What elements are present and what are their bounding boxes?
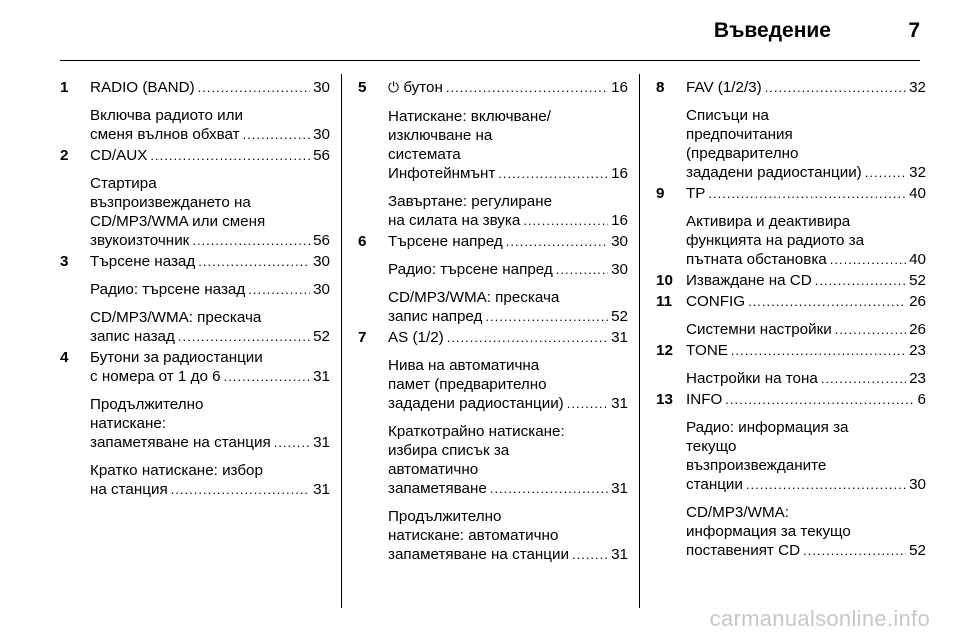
entry-label: RADIO (BAND): [90, 79, 195, 96]
sub-entry: [90, 461, 330, 499]
dot-leader: [274, 433, 310, 452]
sub-entry-page: 31: [313, 481, 330, 498]
sub-entry: [388, 192, 628, 230]
sub-entry: [686, 369, 926, 388]
sub-entry-line: Списъци на: [686, 107, 769, 124]
entry-heading: [388, 232, 628, 251]
entry-heading: [90, 252, 330, 271]
entry-label: AS (1/2): [388, 329, 444, 346]
dot-leader: [556, 260, 608, 279]
entry-heading: [686, 184, 926, 203]
entry-heading: [686, 341, 926, 360]
entry-number: 11: [656, 293, 673, 310]
entry-heading: [686, 271, 926, 290]
sub-entry-line: информация за текущо: [686, 523, 851, 540]
dot-leader: [821, 369, 906, 388]
sub-entry-last-line: [90, 280, 330, 299]
sub-entry-line: функцията на радиото за: [686, 232, 865, 249]
sub-entry-text: Инфотейнмънт: [388, 165, 496, 182]
sub-entry: [686, 418, 926, 494]
entry-label: FAV (1/2/3): [686, 79, 762, 96]
entry-label-line: Бутони за радиостанции: [90, 349, 263, 366]
entry-heading: [686, 292, 926, 311]
sub-entry-text: запаметяване: [388, 480, 487, 497]
entry-number: 1: [60, 79, 69, 96]
index-entry: [60, 348, 330, 499]
sub-entry-text: сменя вълнов обхват: [90, 126, 240, 143]
sub-entry: [90, 395, 330, 452]
sub-entry-last-line: [686, 541, 926, 560]
dot-leader: [815, 271, 906, 290]
dot-leader: [506, 232, 608, 251]
dot-leader: [248, 280, 310, 299]
sub-entry: [388, 507, 628, 564]
sub-entry: [686, 320, 926, 339]
sub-entry-page: 30: [313, 281, 330, 298]
entry-number: 3: [60, 253, 69, 270]
dot-leader: [485, 307, 608, 326]
index-entry: [656, 390, 926, 560]
sub-entry-text: Настройки на тона: [686, 370, 818, 387]
sub-entry: [90, 106, 330, 144]
sub-entry: [388, 260, 628, 279]
dot-leader: [835, 320, 906, 339]
entry-heading: [686, 390, 926, 409]
index-entry: [656, 78, 926, 182]
entry-page: 32: [909, 79, 926, 96]
entry-number: 12: [656, 342, 673, 359]
sub-entry-line: Продължително: [388, 508, 502, 525]
sub-entry-line: избира списък за: [388, 442, 510, 459]
sub-entry-line: CD/MP3/WMA: прескача: [90, 309, 262, 326]
entry-heading: [388, 328, 628, 347]
entry-number: 4: [60, 349, 69, 366]
sub-entry-text: зададени радиостанции): [686, 164, 862, 181]
entry-page: 30: [313, 253, 330, 270]
sub-entry-page: 26: [909, 321, 926, 338]
sub-entry-text: запис напред: [388, 308, 483, 325]
dot-leader: [803, 541, 906, 560]
entry-page: 26: [909, 293, 926, 310]
sub-entry-page: 16: [611, 165, 628, 182]
dot-leader: [748, 292, 906, 311]
dot-leader: [446, 78, 608, 97]
dot-leader: [830, 250, 906, 269]
sub-entry-line: Завъртане: регулиране: [388, 193, 553, 210]
sub-entry-last-line: [388, 307, 628, 326]
index-entry: [656, 341, 926, 388]
entry-page: 56: [313, 147, 330, 164]
sub-entry-text: Системни настройки: [686, 321, 832, 338]
entry-number: 5: [358, 79, 367, 96]
dot-leader: [171, 480, 310, 499]
sub-entry: [388, 107, 628, 183]
sub-entry-last-line: [388, 479, 628, 498]
dot-leader: [178, 327, 310, 346]
entry-page: 52: [909, 272, 926, 289]
dot-leader: [198, 78, 310, 97]
sub-entry-page: 31: [611, 480, 628, 497]
sub-entry-text: поставеният CD: [686, 542, 801, 559]
entry-number: 6: [358, 233, 367, 250]
sub-entry-last-line: [388, 260, 628, 279]
entry-label: TONE: [686, 342, 728, 359]
sub-entry-line: текущо: [686, 438, 737, 455]
sub-entry-page: 56: [313, 232, 330, 249]
entry-number: 2: [60, 147, 69, 164]
sub-entry-page: 52: [313, 328, 330, 345]
entry-page: 31: [313, 368, 330, 385]
entry-label: CD/AUX: [90, 147, 148, 164]
entry-page: 30: [611, 233, 628, 250]
index-column-2: [358, 78, 628, 564]
entry-label: Търсене назад: [90, 253, 196, 270]
power-icon: ⏻: [388, 80, 400, 96]
sub-entry-page: 40: [909, 251, 926, 268]
sub-entry-page: 31: [611, 546, 628, 563]
dot-leader: [708, 184, 906, 203]
header-divider: [60, 60, 920, 61]
sub-entry-page: 30: [313, 126, 330, 143]
sub-entry-line: Нива на автоматична: [388, 357, 540, 374]
sub-entry: [90, 308, 330, 346]
entry-page: 16: [611, 79, 628, 96]
sub-entry-last-line: [388, 164, 628, 183]
sub-entry-page: 32: [909, 164, 926, 181]
page-number: 7: [908, 19, 920, 42]
entry-heading: [90, 146, 330, 165]
sub-entry-line: памет (предварително: [388, 376, 547, 393]
sub-entry-line: (предварително: [686, 145, 799, 162]
dot-leader: [224, 367, 311, 386]
sub-entry-last-line: [90, 231, 330, 250]
entry-page: 30: [313, 79, 330, 96]
index-entry: [656, 271, 926, 290]
sub-entry-line: възпроизвежданите: [686, 457, 827, 474]
sub-entry-line: натискане:: [90, 415, 167, 432]
sub-entry: [686, 106, 926, 182]
sub-entry-line: възпроизвеждането на: [90, 194, 251, 211]
sub-entry-last-line: [686, 163, 926, 182]
sub-entry-text: на силата на звука: [388, 212, 521, 229]
sub-entry-text: станции: [686, 476, 743, 493]
index-column-1: [60, 78, 330, 499]
sub-entry-page: 52: [909, 542, 926, 559]
sub-entry-last-line: [686, 369, 926, 388]
sub-entry-line: автоматично: [388, 461, 479, 478]
sub-entry: [90, 174, 330, 250]
sub-entry-last-line: [388, 211, 628, 230]
sub-entry-text: Радио: търсене назад: [90, 281, 246, 298]
index-entry: [358, 232, 628, 326]
sub-entry-text: звукоизточник: [90, 232, 190, 249]
sub-entry-line: Стартира: [90, 175, 157, 192]
index-column-3: [656, 78, 926, 560]
dot-leader: [243, 125, 311, 144]
entry-label: TP: [686, 185, 706, 202]
sub-entry: [686, 212, 926, 269]
sub-entry-page: 52: [611, 308, 628, 325]
entry-label: Изваждане на CD: [686, 272, 812, 289]
page-title: Въведение: [713, 19, 831, 42]
dot-leader: [731, 341, 906, 360]
sub-entry-line: Радио: информация за: [686, 419, 849, 436]
index-entry: [60, 146, 330, 250]
sub-entry-line: Включва радиото или: [90, 107, 243, 124]
sub-entry-line: Краткотрайно натискане:: [388, 423, 565, 440]
column-divider: [639, 74, 640, 608]
sub-entry-last-line: [90, 327, 330, 346]
entry-number: 9: [656, 185, 665, 202]
entry-heading: [686, 78, 926, 97]
sub-entry-last-line: [388, 394, 628, 413]
sub-entry-line: CD/MP3/WMA: прескача: [388, 289, 560, 306]
dot-leader: [498, 164, 608, 183]
entry-label: с номера от 1 до 6: [90, 368, 221, 385]
sub-entry: [686, 503, 926, 560]
dot-leader: [447, 328, 608, 347]
sub-entry-line: Продължително: [90, 396, 204, 413]
sub-entry-line: системата: [388, 146, 461, 163]
entry-number: 7: [358, 329, 367, 346]
sub-entry-line: изключване на: [388, 127, 493, 144]
sub-entry: [90, 280, 330, 299]
dot-leader: [725, 390, 914, 409]
sub-entry-text: зададени радиостанции): [388, 395, 564, 412]
dot-leader: [523, 211, 608, 230]
entry-number: 13: [656, 391, 673, 408]
entry-number: 10: [656, 272, 673, 289]
dot-leader: [572, 545, 608, 564]
index-entry: [60, 252, 330, 346]
index-entry: [358, 78, 628, 230]
dot-leader: [765, 78, 906, 97]
entry-label: бутон: [403, 79, 443, 96]
sub-entry-line: Натискане: включване/: [388, 108, 551, 125]
sub-entry-last-line: [686, 250, 926, 269]
sub-entry-last-line: [90, 480, 330, 499]
entry-label: CONFIG: [686, 293, 746, 310]
sub-entry: [388, 288, 628, 326]
sub-entry-line: Кратко натискане: избор: [90, 462, 263, 479]
entry-heading: [90, 78, 330, 97]
sub-entry-page: 31: [611, 395, 628, 412]
watermark: carmanualsonline.info: [709, 606, 930, 631]
sub-entry-line: CD/MP3/WMA или сменя: [90, 213, 266, 230]
entry-heading: [90, 367, 330, 386]
sub-entry-text: пътната обстановка: [686, 251, 827, 268]
sub-entry-last-line: [388, 545, 628, 564]
column-divider: [341, 74, 342, 608]
sub-entry-last-line: [686, 320, 926, 339]
dot-leader: [746, 475, 906, 494]
entry-page: 31: [611, 329, 628, 346]
dot-leader: [192, 231, 310, 250]
entry-label: Търсене напред: [388, 233, 503, 250]
sub-entry-page: 30: [909, 476, 926, 493]
dot-leader: [567, 394, 608, 413]
entry-label: INFO: [686, 391, 723, 408]
sub-entry-text: на станция: [90, 481, 168, 498]
sub-entry-last-line: [90, 125, 330, 144]
sub-entry-text: Радио: търсене напред: [388, 261, 553, 278]
sub-entry-last-line: [686, 475, 926, 494]
sub-entry: [388, 356, 628, 413]
sub-entry-text: запаметяване на станции: [388, 546, 569, 563]
sub-entry-text: запис назад: [90, 328, 175, 345]
dot-leader: [865, 163, 906, 182]
entry-page: 6: [917, 391, 926, 408]
sub-entry-line: предпочитания: [686, 126, 793, 143]
entry-page: 23: [909, 342, 926, 359]
index-entry: [656, 184, 926, 269]
sub-entry-page: 30: [611, 261, 628, 278]
index-entry: [358, 328, 628, 564]
sub-entry-page: 23: [909, 370, 926, 387]
dot-leader: [490, 479, 608, 498]
sub-entry-page: 16: [611, 212, 628, 229]
dot-leader: [198, 252, 310, 271]
sub-entry-text: запаметяване на станция: [90, 434, 271, 451]
entry-heading: [388, 78, 628, 98]
sub-entry: [388, 422, 628, 498]
entry-page: 40: [909, 185, 926, 202]
sub-entry-last-line: [90, 433, 330, 452]
entry-number: 8: [656, 79, 665, 96]
sub-entry-line: Активира и деактивира: [686, 213, 851, 230]
index-entry: [656, 292, 926, 339]
sub-entry-page: 31: [313, 434, 330, 451]
dot-leader: [150, 146, 310, 165]
sub-entry-line: CD/MP3/WMA:: [686, 504, 789, 521]
index-entry: [60, 78, 330, 144]
sub-entry-line: натискане: автоматично: [388, 527, 559, 544]
